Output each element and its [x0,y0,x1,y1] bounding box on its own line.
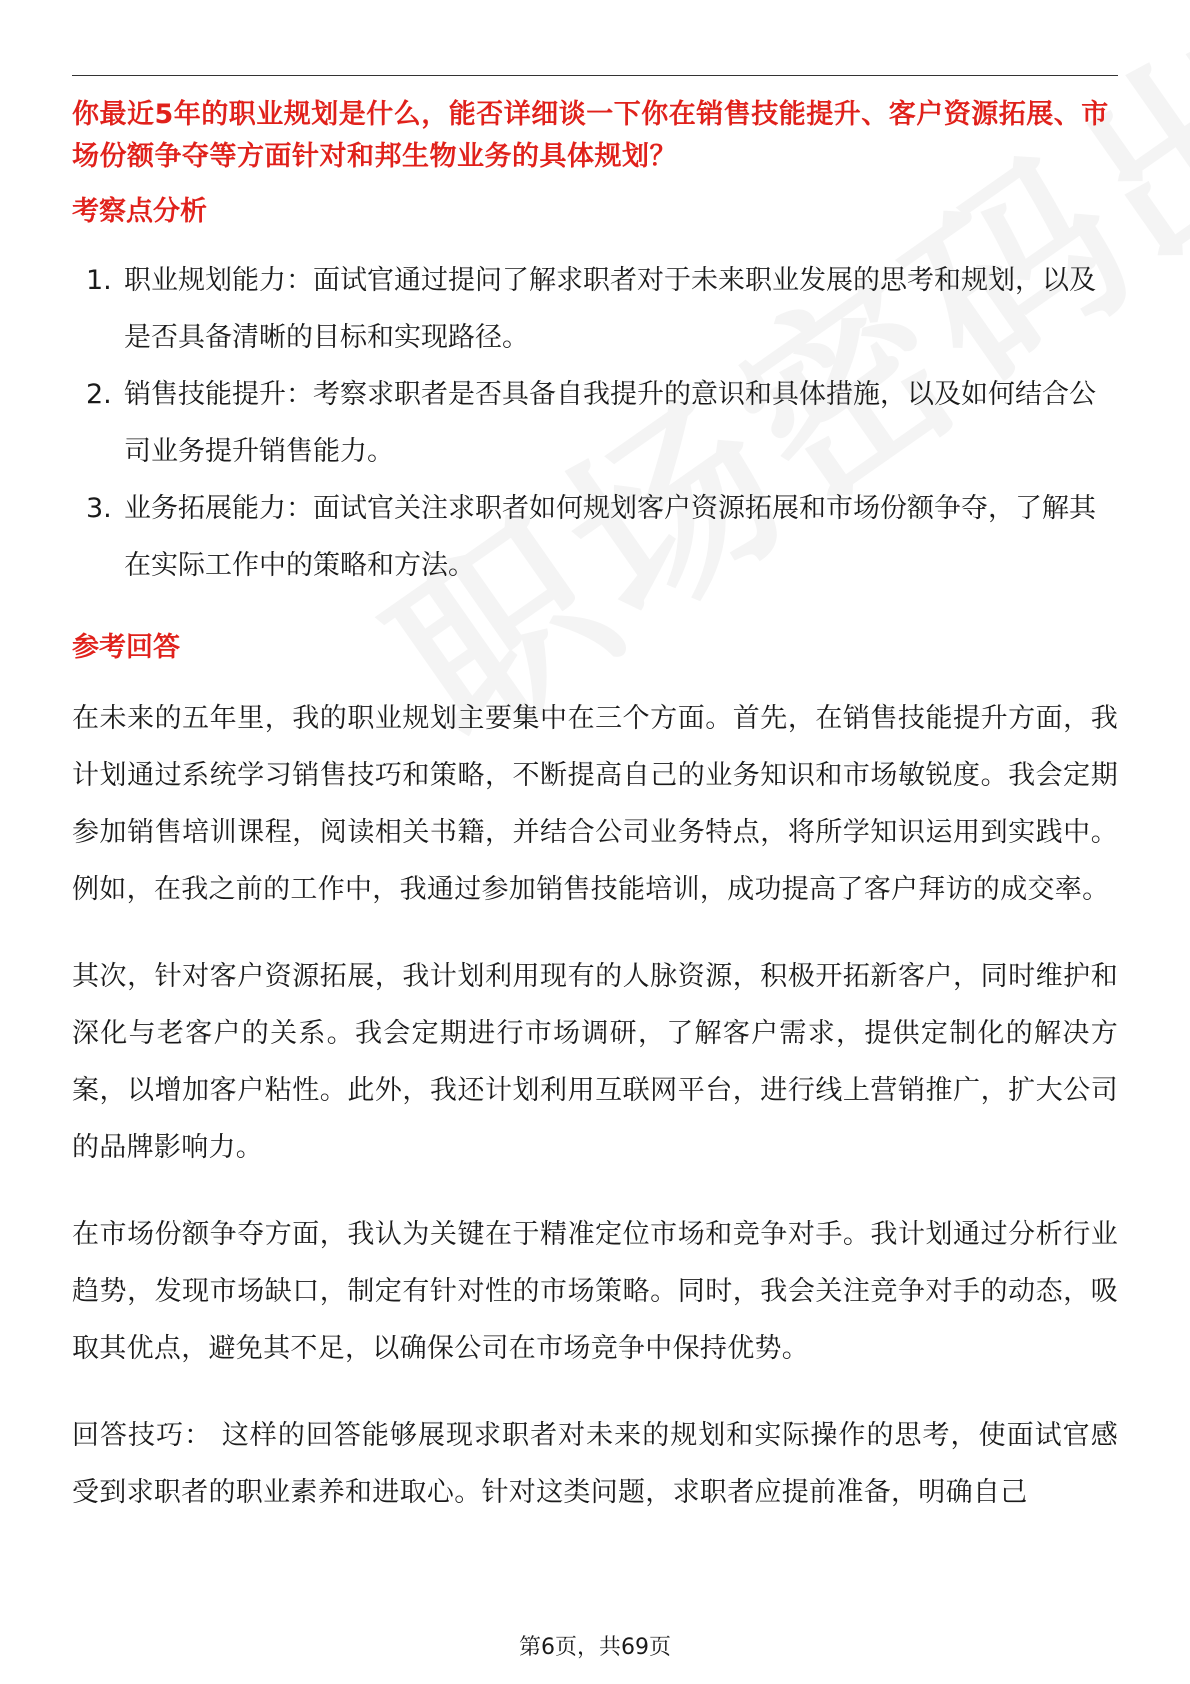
analysis-item-text: 业务拓展能力：面试官关注求职者如何规划客户资源拓展和市场份额争夺，了解其在实际工作中的策略和方法。 [124,493,1096,581]
list-number: 1. [86,265,112,296]
question-title: 你最近5年的职业规划是什么，能否详细谈一下你在销售技能提升、客户资源拓展、市场份额争夺等方面针对和邦生物业务的具体规划？ [72,99,1109,172]
analysis-item-text: 销售技能提升：考察求职者是否具备自我提升的意识和具体措施，以及如何结合公司业务提升销售能力。 [124,379,1096,467]
answer-paragraph: 其次，针对客户资源拓展，我计划利用现有的人脉资源，积极开拓新客户，同时维护和深化与老客户的关系。我会定期进行市场调研，了解客户需求，提供定制化的解决方案，以增加客户粘性。此外，我还计划利用互联网平台，进行线上营销推广，扩大公司的品牌影响力。 [72,961,1118,1163]
list-number: 3. [86,493,112,524]
analysis-item-text: 职业规划能力：面试官通过提问了解求职者对于未来职业发展的思考和规划，以及是否具备清晰的目标和实现路径。 [124,265,1096,353]
top-divider [72,75,1118,76]
analysis-heading: 考察点分析 [72,196,207,227]
analysis-item [72,252,1118,366]
list-number: 2. [86,379,112,410]
answer-paragraph: 在未来的五年里，我的职业规划主要集中在三个方面。首先，在销售技能提升方面，我计划通过系统学习销售技巧和策略，不断提高自己的业务知识和市场敏锐度。我会定期参加销售培训课程，阅读相关书籍，并结合公司业务特点，将所学知识运用到实践中。例如，在我之前的工作中，我通过参加销售技能培训，成功提高了客户拜访的成交率。 [72,703,1118,905]
content-body [72,94,1118,1521]
page-number-footer: 第6页，共69页 [519,1635,671,1660]
analysis-list [72,252,1118,594]
analysis-item [72,480,1118,594]
answer-tips-paragraph: 回答技巧： 这样的回答能够展现求职者对未来的规划和实际操作的思考，使面试官感受到求职者的职业素养和进取心。针对这类问题，求职者应提前准备，明确自己 [72,1420,1118,1508]
answer-heading: 参考回答 [72,632,180,663]
answer-paragraph: 在市场份额争夺方面，我认为关键在于精准定位市场和竞争对手。我计划通过分析行业趋势，发现市场缺口，制定有针对性的市场策略。同时，我会关注竞争对手的动态，吸取其优点，避免其不足，以确保公司在市场竞争中保持优势。 [72,1219,1118,1364]
analysis-item [72,366,1118,480]
